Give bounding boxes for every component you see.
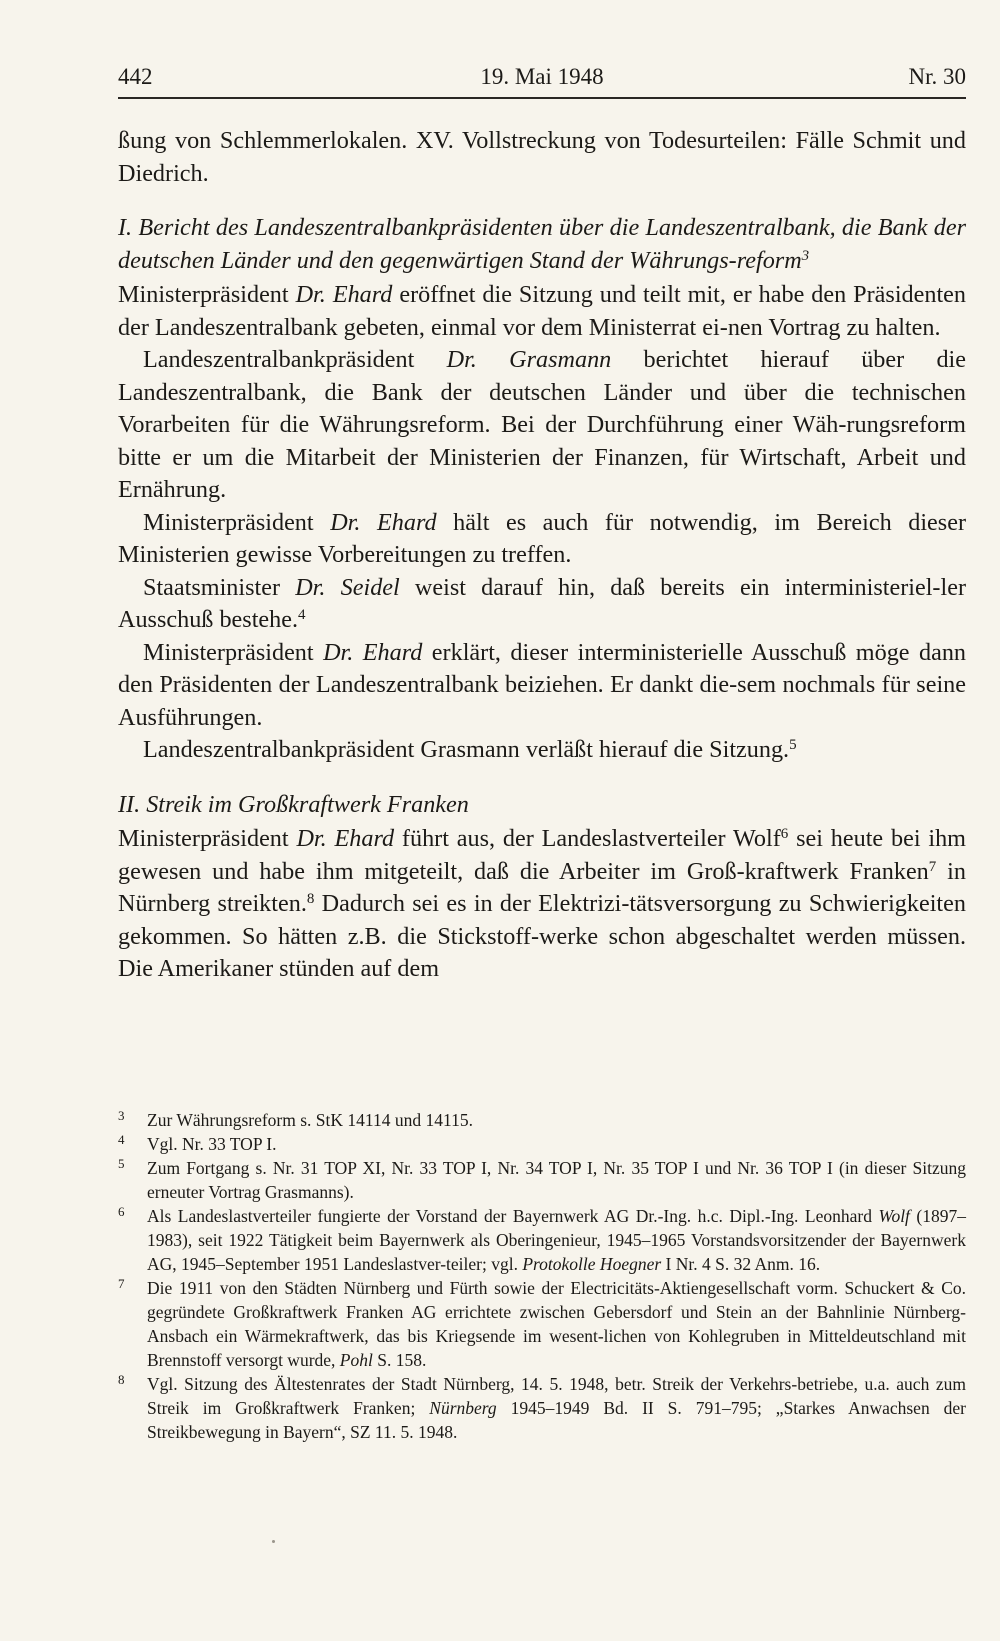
footnote-number: 3: [118, 1108, 125, 1123]
speaker-name: Seidel: [340, 573, 400, 601]
footnote-ref[interactable]: 4: [298, 607, 306, 623]
footnote-number: 8: [118, 1372, 125, 1387]
speaker-name: Ehard: [332, 281, 393, 308]
footnote: 5 Zum Fortgang s. Nr. 31 TOP XI, Nr. 33 TOP I, Nr. 34 TOP I, Nr. 35 TOP I und Nr. 36 TOP I (in dieser Sitzung erneuter Vortrag Grasmanns).: [118, 1156, 966, 1204]
paragraph-continuation: ßung von Schlemmerlokalen. XV. Vollstreckung von Todesurteilen: Fälle Schmit und Diedrich.: [118, 127, 966, 187]
paragraph: Ministerpräsident Dr. Ehard hält es auch für notwendig, im Bereich dieser Ministerien gewisse Vorbereitungen zu treffen.: [118, 508, 966, 568]
footnote: 8 Vgl. Sitzung des Ältestenrates der Stadt Nürnberg, 14. 5. 1948, betr. Streik der Verkehrs-betriebe, u.a. auch zum Streik im Großkraftwerk Franken; Nürnberg 1945–1949 Bd. II S. 791–795; „Starkes Anwachsen der Streikbewegung in Bayern“, SZ 11. 5. 1948.: [118, 1372, 966, 1444]
paragraph: Landeszentralbankpräsident Dr. Grasmann berichtet hierauf über die Landeszentralbank, die Bank der deutschen Länder und über die technischen Vorarbeiten für die Währungsreform. Bei der Durchführung einer Wäh-rungsreform bitte er um die Mitarbeit der Ministerien der Finanzen, für Wirtschaft, Arbeit und Ernährung.: [118, 346, 967, 503]
paper-speck: [272, 1540, 275, 1543]
paragraph: Ministerpräsident Dr. Ehard führt aus, der Landeslastverteiler Wolf$^6$ sei heute bei ihm gewesen und habe ihm mitgeteilt, daß die Arbeiter im Groß-kraftwerk Franken$^7$ in Nürnberg streikten.$^8$ Dadurch sei es in der Elektrizi-tätsversorgung zu Schwierigkeiten gekommen. So hätten z.B. die Stickstoff-werke schon abgeschaltet werden müssen. Die Amerikaner stünden auf dem: [118, 825, 966, 982]
speaker-name: Ehard: [377, 508, 437, 536]
body-text: [118, 125, 966, 986]
section-heading-2: II. Streik im Großkraftwerk Franken: [118, 790, 469, 818]
footnote-number: 6: [118, 1204, 125, 1219]
footnote-ref[interactable]: 5: [789, 737, 797, 753]
running-header: [118, 64, 966, 99]
footnote-ref[interactable]: 8: [306, 891, 315, 907]
issue-number: Nr. 30: [908, 64, 966, 89]
paragraph: Ministerpräsident Dr. Ehard eröffnet die Sitzung und teilt mit, er habe den Präsidenten der Landeszentralbank gebeten, einmal vor dem Ministerrat ei-nen Vortrag zu halten.: [118, 281, 967, 341]
footnote-ref[interactable]: 7: [928, 858, 937, 875]
paragraph: Landeszentralbankpräsident Grasmann verläßt hierauf die Sitzung.$^5$: [143, 736, 797, 763]
footnote-number: 4: [118, 1132, 125, 1147]
footnote-number: 7: [118, 1276, 125, 1291]
footnote: 7 Die 1911 von den Städten Nürnberg und Fürth sowie der Electricitäts-Aktiengesellschaft vorm. Schuckert & Co. gegründete Großkraftwerk Franken AG errichtete zwischen Gebersdorf und Stein an der Bahnlinie Nürnberg-Ansbach ein Wärmekraftwerk, das bis Kriegsende im wesent-lichen von Kohlegruben in Mitteldeutschland mit Brennstoff versorgt wurde, Pohl S. 158.: [118, 1276, 966, 1372]
speaker-name: Ehard: [362, 638, 423, 666]
paragraph: Ministerpräsident Dr. Ehard erklärt, dieser interministerielle Ausschuß möge dann den Präsidenten der Landeszentralbank beiziehen. Er dankt die-sem nochmals für seine Ausführungen.: [118, 638, 967, 731]
footnote: 6 Als Landeslastverteiler fungierte der Vorstand der Bayernwerk AG Dr.-Ing. h.c. Dipl.-Ing. Leonhard Wolf (1897–1983), seit 1922 Tätigkeit beim Bayernwerk als Oberingenieur, 1945–1965 Vorstandsvorsitzender der Bayernwerk AG, 1945–September 1951 Landeslastver-teiler; vgl. Protokolle Hoegner I Nr. 4 S. 32 Anm. 16.: [118, 1204, 966, 1276]
footnotes: [118, 1108, 966, 1444]
footnote-ref[interactable]: 3: [801, 247, 810, 264]
speaker-name: Grasmann: [509, 346, 612, 373]
header-date: 19. Mai 1948: [480, 64, 604, 89]
page-number: 442: [118, 64, 153, 89]
section-heading-1: I. Bericht des Landeszentralbankpräsidenten über die Landeszentralbank, die Bank der deutschen Länder und den gegenwärtigen Stand der Währungs-reform$^3$: [118, 214, 966, 274]
paragraph: Staatsminister Dr. Seidel weist darauf hin, daß bereits ein interministeriel-ler Ausschuß bestehe.$^4$: [118, 573, 966, 633]
page: [118, 64, 966, 986]
speaker-name: Ehard: [334, 825, 395, 852]
footnote: 4 Vgl. Nr. 33 TOP I.: [118, 1132, 966, 1156]
footnote: 3 Zur Währungsreform s. StK 14114 und 14115.: [118, 1108, 966, 1132]
footnote-ref[interactable]: 6: [780, 826, 789, 842]
footnote-number: 5: [118, 1156, 125, 1171]
